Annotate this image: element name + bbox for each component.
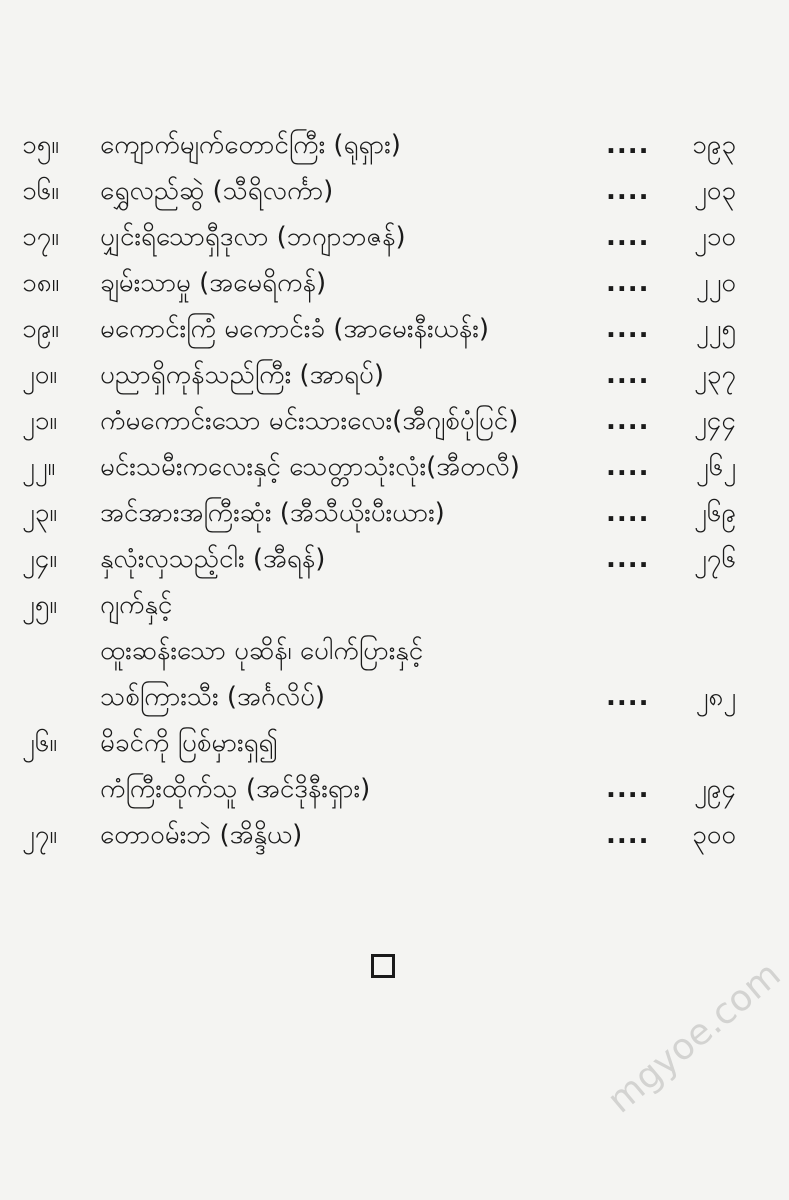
- leader-dots: ....: [606, 406, 650, 436]
- entry-title: ကံကြီးထိုက်သူ (အင်ဒိုနီးရှား): [100, 774, 371, 804]
- leader-dots: ....: [606, 360, 650, 390]
- entry-number: ၂၀။: [22, 360, 58, 390]
- entry-title: အင်အားအကြီးဆုံး (အီသီယိုးပီးယား): [100, 498, 445, 528]
- entry-title: နှလုံးလှသည့်ငါး (အီရန်): [100, 544, 326, 574]
- entry-title: ချမ်းသာမှု (အမေရိကန်): [100, 268, 327, 298]
- entry-title: ထူးဆန်းသော ပုဆိန်၊ ပေါက်ပြားနှင့်: [100, 636, 424, 666]
- entry-number: ၂၁။: [22, 406, 58, 436]
- toc-row: [0, 490, 750, 536]
- toc-row: [0, 260, 750, 306]
- entry-number: ၂၅။: [22, 590, 58, 620]
- entry-number: ၁၈။: [22, 268, 60, 298]
- toc-row: [0, 306, 750, 352]
- entry-title: ဂျက်နှင့်: [100, 590, 173, 620]
- toc-row: [0, 720, 750, 766]
- entry-page: ၂၉၄: [693, 774, 736, 804]
- leader-dots: ....: [606, 176, 650, 206]
- toc-row: [0, 352, 750, 398]
- toc-row: [0, 536, 750, 582]
- toc-row: [0, 168, 750, 214]
- toc-row: [0, 766, 750, 812]
- entry-page: ၂၁၀: [693, 222, 736, 252]
- entry-page: ၂၆၂: [695, 452, 736, 482]
- leader-dots: ....: [606, 498, 650, 528]
- entry-number: ၂၇။: [22, 820, 58, 850]
- entry-page: ၂၇၆: [693, 544, 736, 574]
- entry-title: မင်းသမီးကလေးနှင့် သေတ္တာသုံးလုံး(အီတလီ): [100, 452, 520, 482]
- end-square-icon: [371, 954, 395, 978]
- entry-page: ၁၉၃: [692, 130, 736, 160]
- leader-dots: ....: [606, 268, 650, 298]
- entry-title: ကျောက်မျက်တောင်ကြီး (ရုရှား): [100, 130, 401, 160]
- entry-page: ၂၆၉: [693, 498, 736, 528]
- leader-dots: ....: [606, 130, 650, 160]
- leader-dots: ....: [606, 544, 650, 574]
- toc-row: [0, 214, 750, 260]
- leader-dots: ....: [606, 452, 650, 482]
- entry-number: ၁၅။: [22, 130, 60, 160]
- entry-title: ရွှေလည်ဆွဲ (သီရိလင်္ကာ): [100, 176, 334, 206]
- entry-page: ၂၂၀: [695, 268, 736, 298]
- watermark: mgyoe.com: [600, 953, 789, 1122]
- entry-number: ၁၆။: [22, 176, 60, 206]
- entry-number: ၂၄။: [22, 544, 58, 574]
- entry-title: ပညာရှိကုန်သည်ကြီး (အာရပ်): [100, 360, 385, 390]
- entry-page: ၂၀၃: [693, 176, 736, 206]
- entry-page: ၂၄၄: [693, 406, 736, 436]
- entry-page: ၂၃၇: [693, 360, 736, 390]
- entry-number: ၂၆။: [22, 728, 58, 758]
- entry-title: ပျှင်းရိသောရှီဒုလာ (ဘဂျာဘဇန်): [100, 222, 406, 252]
- leader-dots: ....: [606, 682, 650, 712]
- entry-title: တောဝမ်းဘဲ (အိန္ဒိယ): [100, 820, 303, 850]
- leader-dots: ....: [606, 314, 650, 344]
- entry-number: ၁၇။: [22, 222, 60, 252]
- toc-row: [0, 444, 750, 490]
- toc-row: [0, 582, 750, 628]
- toc-row: [0, 674, 750, 720]
- toc-row: [0, 398, 750, 444]
- entry-page: ၂၈၂: [695, 682, 736, 712]
- entry-title: သစ်ကြားသီး (အင်္ဂလိပ်): [100, 682, 326, 712]
- entry-title: မိခင်ကို ပြစ်မှားရှ၍: [100, 728, 278, 758]
- entry-number: ၂၃။: [22, 498, 58, 528]
- toc-row: [0, 628, 750, 674]
- table-of-contents: [0, 122, 750, 858]
- entry-title: မကောင်းကြံ မကောင်းခံ (အာမေးနီးယန်း): [100, 314, 489, 344]
- toc-row: [0, 122, 750, 168]
- toc-row: [0, 812, 750, 858]
- leader-dots: ....: [606, 774, 650, 804]
- entry-number: ၁၉။: [22, 314, 60, 344]
- entry-page: ၂၂၅: [695, 314, 736, 344]
- leader-dots: ....: [606, 820, 650, 850]
- entry-title: ကံမကောင်းသော မင်းသားလေး(အီဂျစ်ပုံပြင်): [100, 406, 519, 436]
- entry-number: ၂၂။: [22, 452, 56, 482]
- entry-page: ၃၀၀: [692, 820, 736, 850]
- leader-dots: ....: [606, 222, 650, 252]
